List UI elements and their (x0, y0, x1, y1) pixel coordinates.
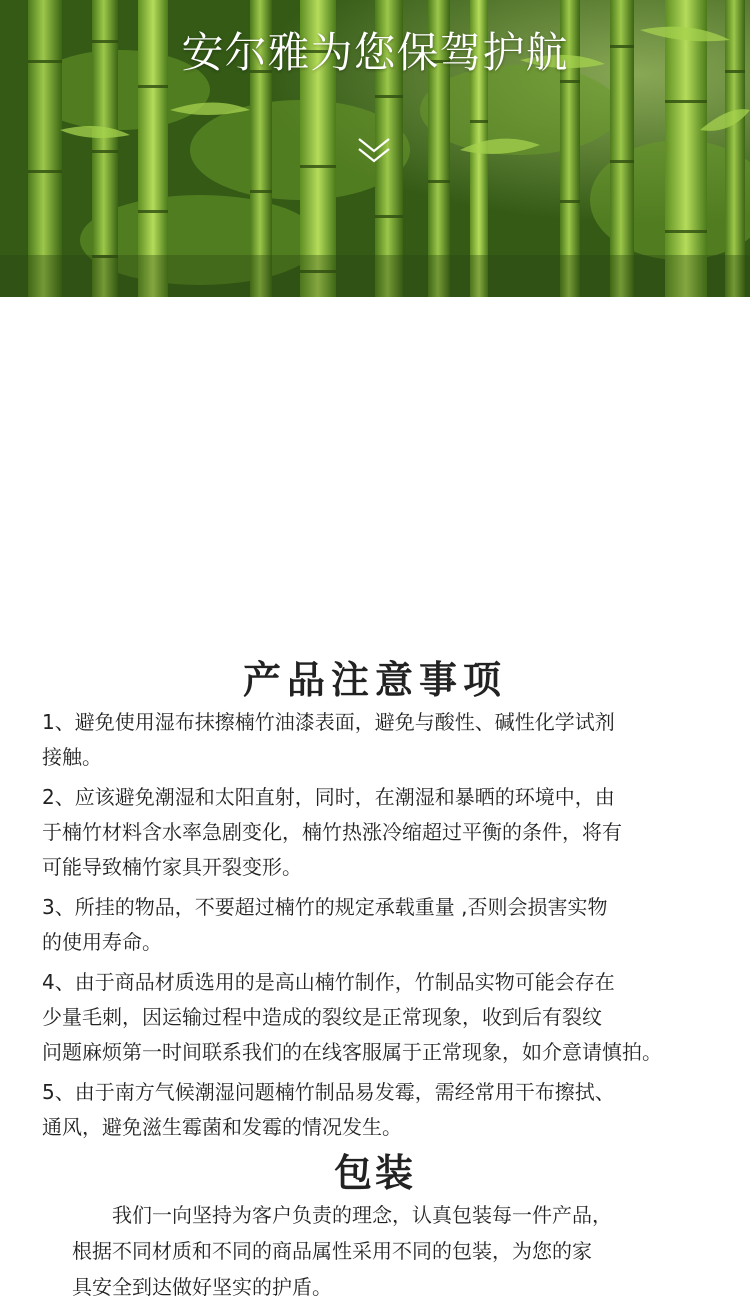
note-item-5: 5、由于南方气候潮湿问题楠竹制品易发霉，需经常用干布擦拭、 通风，避免滋生霉菌和发霉的情况发生。 (42, 1080, 615, 1139)
section-heading-notes: 产品注意事项 (242, 658, 507, 702)
double-chevron-down-icon (356, 136, 392, 166)
note-item-2: 2、应该避免潮湿和太阳直射，同时，在潮湿和暴晒的环境中，由 于楠竹材料含水率急剧变化，楠竹热涨冷缩超过平衡的条件，将有 可能导致楠竹家具开裂变形。 (42, 785, 622, 879)
note-item-4: 4、由于商品材质选用的是高山楠竹制作，竹制品实物可能会存在 少量毛刺，因运输过程中造成的裂纹是正常现象，收到后有裂纹 问题麻烦第一时间联系我们的在线客服属于正常现象，如介意请慎拍。 (42, 970, 662, 1064)
notes-list (42, 705, 750, 1150)
section-heading-packaging: 包装 (333, 1151, 416, 1195)
hero-banner (0, 0, 750, 297)
banner-title: 安尔雅为您保驾护航 (181, 28, 569, 77)
note-item-3: 3、所挂的物品，不要超过楠竹的规定承载重量 ,否则会损害实物 的使用寿命。 (42, 895, 608, 954)
note-item-1: 1、避免使用湿布抹擦楠竹油漆表面，避免与酸性、碱性化学试剂 接触。 (42, 710, 615, 769)
packaging-paragraph: 我们一向坚持为客户负责的理念，认真包装每一件产品， 根据不同材质和不同的商品属性采用不同的包装，为您的家 具安全到达做好坚实的护盾。 (72, 1203, 612, 1299)
